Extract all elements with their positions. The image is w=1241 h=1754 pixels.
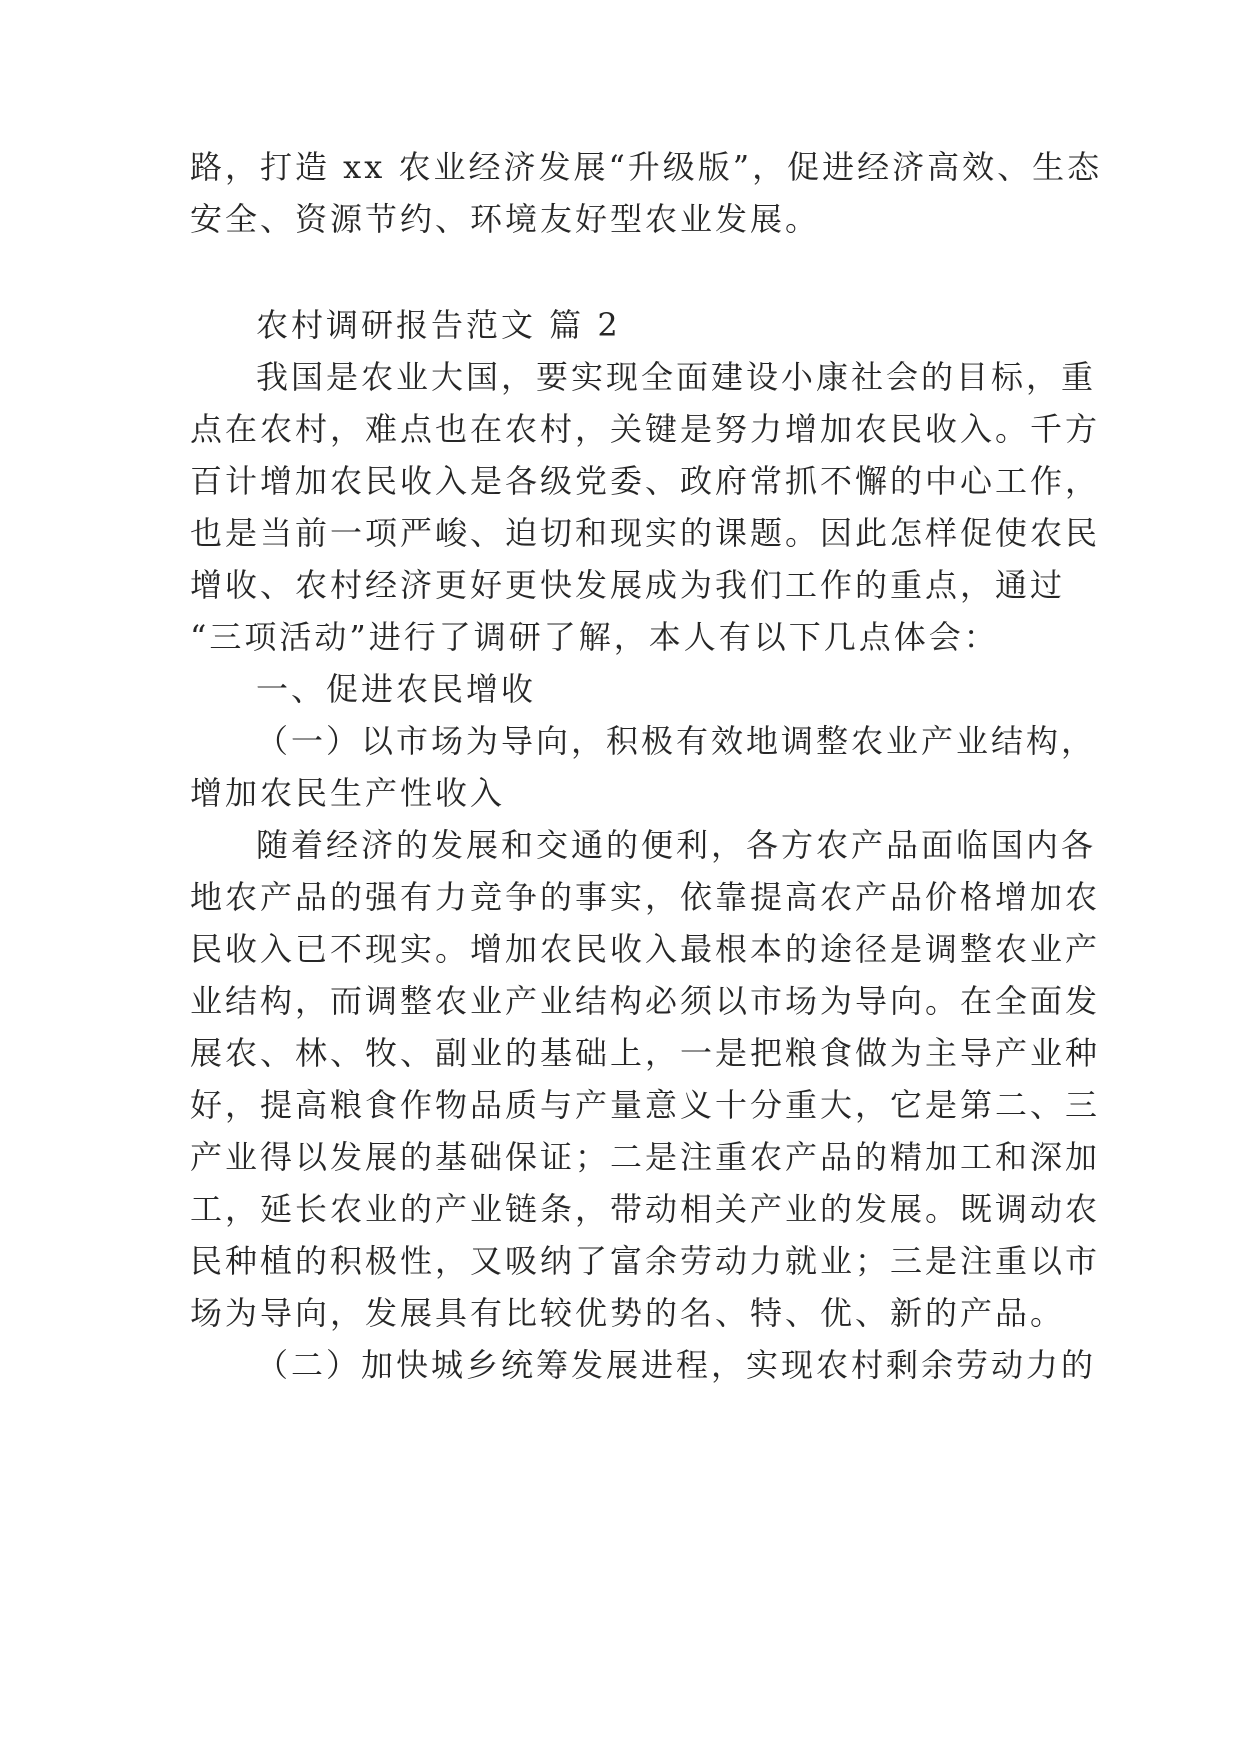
section-title: 农村调研报告范文 篇 2 (256, 306, 621, 344)
text-line: 我国是农业大国，要实现全面建设小康社会的目标，重 (256, 358, 1097, 396)
text-line: 业结构，而调整农业产业结构必须以市场为导向。在全面发 (190, 982, 1101, 1020)
text-line: 地农产品的强有力竞争的事实，依靠提高农产品价格增加农 (190, 878, 1101, 916)
text-line: 安全、资源节约、环境友好型农业发展。 (190, 200, 821, 238)
text-line: 增收、农村经济更好更快发展成为我们工作的重点，通过 (190, 566, 1066, 604)
text-line: 产业得以发展的基础保证；二是注重农产品的精加工和深加 (190, 1138, 1101, 1176)
text-line: 民种植的积极性，又吸纳了富余劳动力就业；三是注重以市 (190, 1242, 1101, 1280)
text-line: 点在农村，难点也在农村，关键是努力增加农民收入。千方 (190, 410, 1101, 448)
text-line: 百计增加农民收入是各级党委、政府常抓不懈的中心工作， (190, 462, 1101, 500)
text-line: 好，提高粮食作物品质与产量意义十分重大，它是第二、三 (190, 1086, 1101, 1124)
text-line: 场为导向，发展具有比较优势的名、特、优、新的产品。 (190, 1294, 1066, 1332)
text-line: 随着经济的发展和交通的便利，各方农产品面临国内各 (256, 826, 1097, 864)
text-line: 工，延长农业的产业链条，带动相关产业的发展。既调动农 (190, 1190, 1101, 1228)
text-line: 路，打造 xx 农业经济发展“升级版”，促进经济高效、生态 (190, 148, 1103, 186)
heading-1: 一、促进农民增收 (256, 670, 537, 708)
subheading-2: （二）加快城乡统筹发展进程，实现农村剩余劳动力的 (256, 1346, 1097, 1384)
subheading-1-continued: 增加农民生产性收入 (190, 774, 506, 812)
text-line: 民收入已不现实。增加农民收入最根本的途径是调整农业产 (190, 930, 1101, 968)
text-line: “三项活动”进行了调研了解，本人有以下几点体会： (190, 618, 999, 656)
subheading-1: （一）以市场为导向，积极有效地调整农业产业结构， (256, 722, 1097, 760)
text-line: 也是当前一项严峻、迫切和现实的课题。因此怎样促使农民 (190, 514, 1101, 552)
text-line: 展农、林、牧、副业的基础上，一是把粮食做为主导产业种 (190, 1034, 1101, 1072)
